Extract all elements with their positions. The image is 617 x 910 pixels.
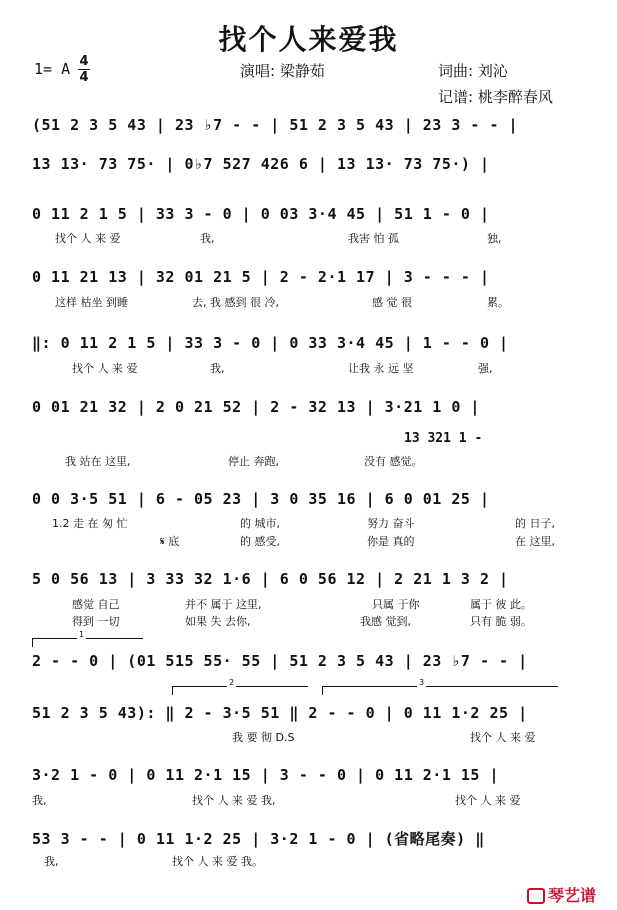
time-denominator: 4 — [79, 70, 89, 85]
lyric-line: 我, — [44, 855, 59, 868]
lyric-line: 停止 奔跑, — [228, 455, 279, 468]
lyric-line: 累。 — [487, 296, 509, 309]
site-logo: 琴艺谱 — [527, 883, 596, 906]
lyric-line: 我害 怕 孤 — [348, 232, 399, 245]
lyric-line: 感 觉 很 — [372, 296, 412, 309]
notation-row: 13 13· 73 75· | 0♭7 527 426 6 | 13 13· 73 75·) | — [32, 155, 490, 173]
logo-icon — [527, 888, 545, 904]
lyric-line: 这样 枯坐 到睡 — [55, 296, 128, 309]
notation-row: 0 01 21 32 | 2 0 21 52 | 2 - 32 13 | 3·21 1 0 | — [32, 398, 480, 416]
lyric-line: 找个 人 来 爱 — [470, 731, 536, 744]
lyric-line: 找个 人 来 爱 — [455, 794, 521, 807]
lyric-line: 我, — [200, 232, 215, 245]
lyric-line: 1.2 走 在 匆 忙 — [52, 517, 128, 530]
lyric-line: 只属 于你 — [372, 598, 420, 611]
lyric-line: 的 日子, — [515, 517, 555, 530]
lyric-line: 我, — [210, 362, 225, 375]
notation-row: 51 2 3 5 43): ‖ 2 - 3·5 51 ‖ 2 - - 0 | 0 11 1·2 25 | — [32, 704, 528, 722]
lyric-line: 找个 人 来 爱 我。 — [172, 855, 263, 868]
lyric-line: 去, 我 感到 很 冷, — [192, 296, 279, 309]
lyric-line: 属于 彼 此。 — [470, 598, 532, 611]
lyric-line-verse2: 的 感受, — [240, 535, 280, 548]
singer-credit: 演唱: 梁静茹 — [240, 62, 325, 80]
lyric-line-verse2: 在 这里, — [515, 535, 555, 548]
volta-bracket-3: 3 — [322, 686, 558, 695]
lyric-line: 我 站在 这里, — [65, 455, 131, 468]
notation-row: 5 0 56 13 | 3 33 32 1·6 | 6 0 56 12 | 2 21 1 3 2 | — [32, 570, 509, 588]
notation-row: 3·2 1 - 0 | 0 11 2·1 15 | 3 - - 0 | 0 11 2·1 15 | — [32, 766, 500, 784]
notation-row: 0 11 21 13 | 32 01 21 5 | 2 - 2·1 17 | 3 - - - | — [32, 268, 490, 286]
key-signature: 1= A — [34, 60, 71, 78]
lyric-line: 独, — [487, 232, 502, 245]
lyric-line: 强, — [478, 362, 493, 375]
lyric-line: 让我 永 远 坚 — [348, 362, 414, 375]
lyric-line: 找个 人 来 爱 — [72, 362, 138, 375]
lyric-line-verse2: 我感 觉到, — [360, 615, 411, 628]
volta-bracket-2: 2 — [172, 686, 308, 695]
time-signature — [78, 55, 90, 84]
lyric-line: 的 城市, — [240, 517, 280, 530]
lyric-line: 感觉 自己 — [72, 598, 120, 611]
alternate-notes: 13 321 1 - — [404, 431, 483, 446]
lyric-line-verse2: 得到 一切 — [72, 615, 120, 628]
notation-row: (51 2 3 5 43 | 23 ♭7 - - | 51 2 3 5 43 | 23 3 - - | — [32, 116, 519, 134]
lyric-line: 我, — [32, 794, 47, 807]
notation-row: 53 3 - - | 0 11 1·2 25 | 3·2 1 - 0 | (省略尾奏) ‖ — [32, 830, 485, 848]
notation-row: ‖: 0 11 2 1 5 | 33 3 - 0 | 0 33 3·4 45 | 1 - - 0 | — [32, 334, 509, 352]
lyric-line: 我 要 彻 D.S — [232, 731, 295, 744]
volta-bracket-1: 1 — [32, 638, 143, 647]
time-numerator: 4 — [79, 54, 89, 69]
notation-row: 2 - - 0 | (01 515 55· 55 | 51 2 3 5 43 | 23 ♭7 - - | — [32, 652, 528, 670]
song-title: 找个人来爱我 — [218, 23, 399, 56]
lyric-line: 找个 人 来 爱 我, — [192, 794, 276, 807]
notation-row: 0 11 2 1 5 | 33 3 - 0 | 0 03 3·4 45 | 51 1 - 0 | — [32, 205, 490, 223]
lyric-line: 并不 属于 这里, — [185, 598, 262, 611]
notation-row: 0 0 3·5 51 | 6 - 05 23 | 3 0 35 16 | 6 0 01 25 | — [32, 490, 490, 508]
lyric-line: 找个 人 来 爱 — [55, 232, 121, 245]
lyric-line-verse2: 如果 失 去你, — [185, 615, 251, 628]
lyric-line-verse2: 𝄋 底 — [160, 535, 180, 548]
lyric-line-verse2: 你是 真的 — [367, 535, 415, 548]
lyric-line: 努力 奋斗 — [367, 517, 415, 530]
lyric-line: 没有 感觉。 — [364, 455, 423, 468]
lyric-line-verse2: 只有 脆 弱。 — [470, 615, 532, 628]
transcriber-credit: 记谱: 桃李醉春风 — [438, 88, 553, 106]
composer-credit: 词曲: 刘沁 — [438, 62, 508, 80]
